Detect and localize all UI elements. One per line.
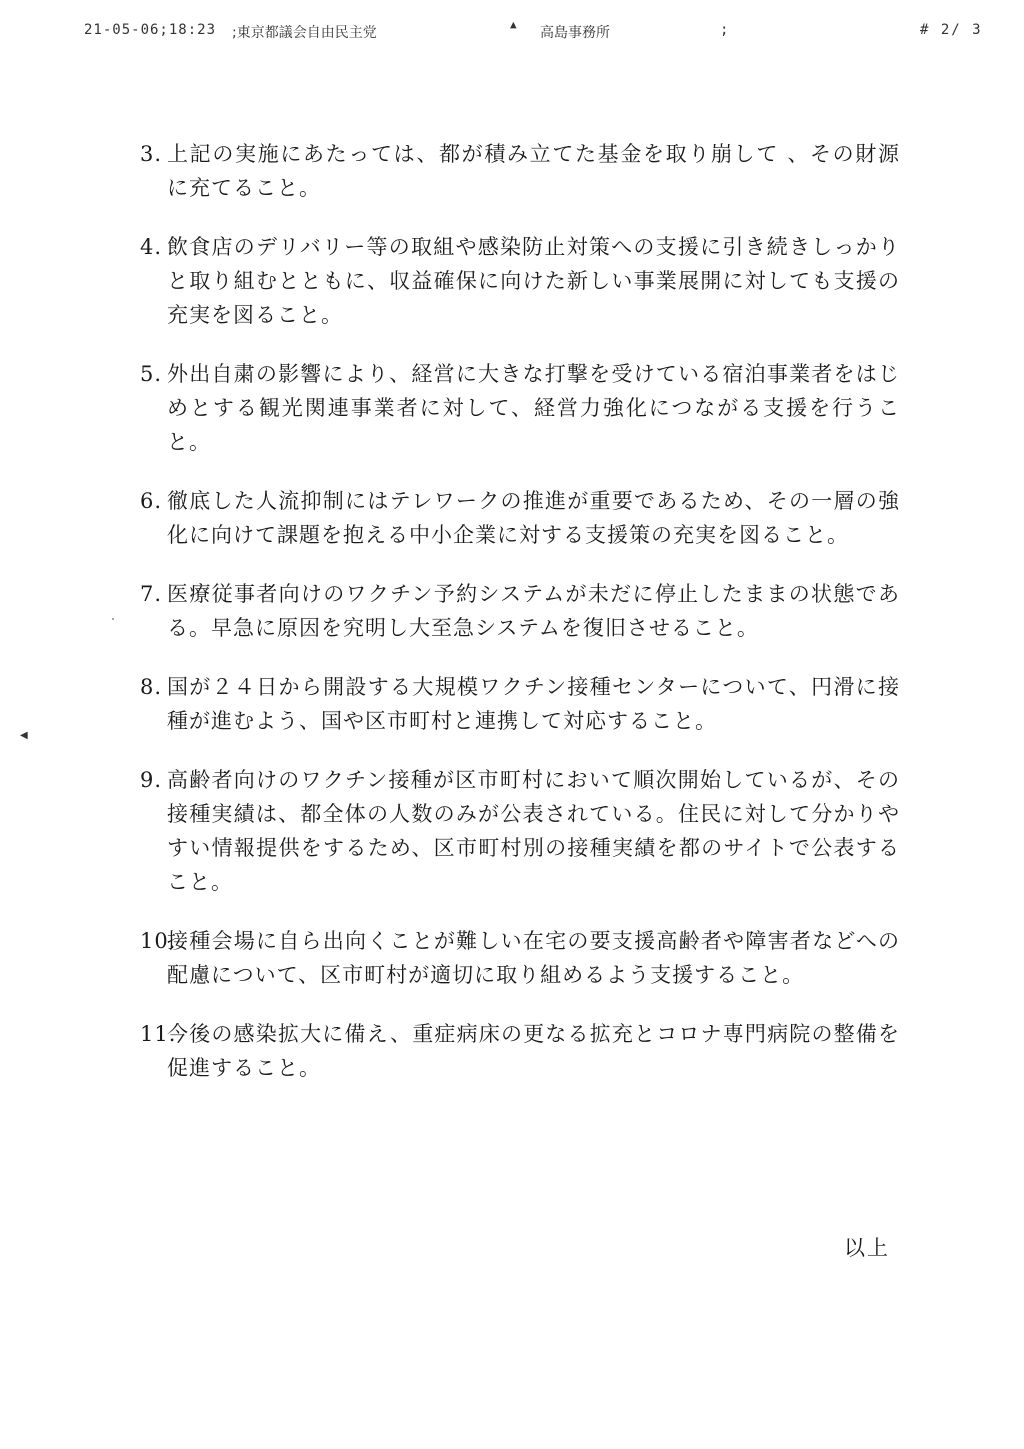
scan-speck [112, 618, 114, 620]
item-text: 接種会場に自ら出向くことが難しい在宅の要支援高齢者や障害者などへの配慮について、区市町村が適切に取り組めるよう支援すること。 [167, 929, 900, 987]
item-number: 11. [140, 1022, 177, 1046]
list-item [140, 763, 900, 899]
item-number: 3. [140, 142, 163, 166]
item-text: 国が２４日から開設する大規模ワクチン接種センターについて、円滑に接種が進むよう、国や区市町村と連携して対応すること。 [167, 675, 900, 733]
item-number: 7. [140, 582, 163, 606]
list-item [140, 670, 900, 738]
list-item [140, 357, 900, 459]
fax-sender: ;東京都議会自由民主党 [232, 25, 377, 41]
side-marker-icon: ◀ [20, 730, 28, 741]
fax-datetime: 21-05-06;18:23 [84, 22, 217, 38]
item-text: 今後の感染拡大に備え、重症病床の更なる拡充とコロナ専門病院の整備を促進すること。 [167, 1022, 900, 1080]
list-item [140, 577, 900, 645]
list-item [140, 484, 900, 552]
item-number: 6. [140, 489, 163, 513]
list-item [140, 924, 900, 992]
fax-arrow-icon: ▲ [510, 18, 518, 31]
list-item [140, 137, 900, 205]
item-text: 飲食店のデリバリー等の取組や感染防止対策への支援に引き続きしっかりと取り組むとともに、収益確保に向けた新しい事業展開に対しても支援の充実を図ること。 [167, 235, 900, 327]
fax-header [0, 18, 1024, 46]
item-text: 上記の実施にあたっては、都が積み立てた基金を取り崩して 、その財源に充てること。 [167, 142, 900, 200]
fax-office: 高島事務所 [540, 25, 610, 41]
item-number: 9. [140, 768, 163, 792]
fax-separator: ; [720, 22, 730, 38]
item-number: 5. [140, 362, 163, 386]
list-item [140, 230, 900, 332]
list-item [140, 1017, 900, 1085]
item-text: 徹底した人流抑制にはテレワークの推進が重要であるため、その一層の強化に向けて課題を抱える中小企業に対する支援策の充実を図ること。 [167, 489, 900, 547]
item-number: 10. [140, 929, 177, 953]
document-body [140, 137, 900, 1110]
item-text: 医療従事者向けのワクチン予約システムが未だに停止したままの状態である。早急に原因を究明し大至急システムを復旧させること。 [167, 582, 900, 640]
item-number: 8. [140, 675, 163, 699]
closing-text: 以上 [844, 1236, 890, 1260]
item-text: 高齢者向けのワクチン接種が区市町村において順次開始しているが、その接種実績は、都全体の人数のみが公表されている。住民に対して分かりやすい情報提供をするため、区市町村別の接種実績を都のサイトで公表すること。 [167, 768, 900, 894]
item-text: 外出自粛の影響により、経営に大きな打撃を受けている宿泊事業者をはじめとする観光関連事業者に対して、経営力強化につながる支援を行うこと。 [167, 362, 900, 454]
fax-page-number: # 2/ 3 [920, 22, 983, 38]
item-number: 4. [140, 235, 163, 259]
